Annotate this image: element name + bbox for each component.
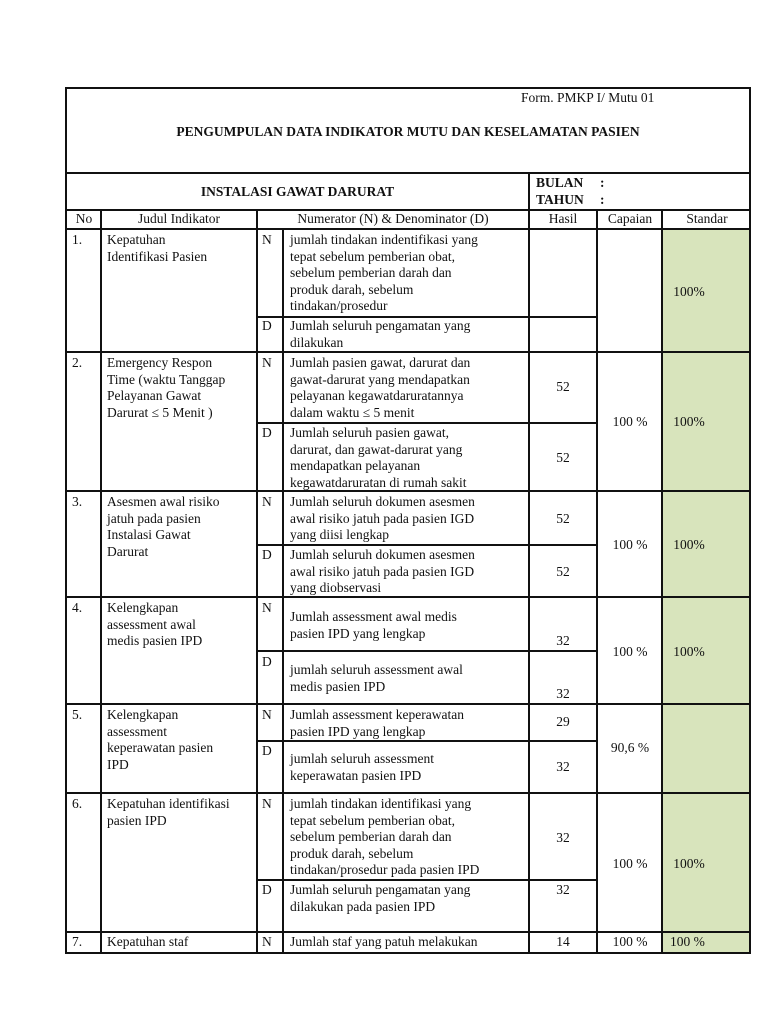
row-2-capaian: 100 % (612, 414, 648, 429)
row-3-d-text: Jumlah seluruh dokumen asesmen awal risiko jatuh pada pasien IGD yang diobservasi (290, 547, 475, 595)
row-3-n-label: N (262, 494, 272, 509)
row-7-capaian: 100 % (612, 934, 648, 949)
row-3-d-label: D (262, 547, 272, 562)
row-2-hasil-n: 52 (556, 379, 570, 394)
row-6-capaian: 100 % (612, 856, 648, 871)
row-4-d-label: D (262, 654, 272, 669)
row-6-n-label: N (262, 796, 272, 811)
row-6-standar: 100% (673, 856, 705, 871)
nd-rule-5 (256, 740, 598, 742)
row-6-d-text: Jumlah seluruh pengamatan yang dilakukan pada pasien IPD (290, 882, 471, 914)
unit-title: INSTALASI GAWAT DARURAT (200, 184, 395, 199)
col-line-nd (282, 228, 284, 954)
tahun-label: TAHUN (536, 192, 584, 207)
row-5-d-label: D (262, 743, 272, 758)
row-7-n-label: N (262, 934, 272, 949)
row-1-judul: Kepatuhan Identifikasi Pasien (107, 232, 208, 264)
row-5-n-text: Jumlah assessment keperawatan pasien IPD yang lengkap (290, 707, 464, 739)
row-2-judul: Emergency Respon Time (waktu Tanggap Pelayanan Gawat Darurat ≤ 5 Menit ) (107, 355, 226, 420)
row-3-no: 3. (72, 494, 83, 509)
row-3-capaian: 100 % (612, 537, 648, 552)
row-4-no: 4. (72, 600, 83, 615)
nd-rule-6 (256, 879, 598, 881)
row-2-d-text: Jumlah seluruh pasien gawat, darurat, dan gawat-darurat yang mendapatkan pelayanan kegawatdaruratan di rumah sakit (290, 425, 467, 490)
row-3-hasil-n: 52 (556, 511, 570, 526)
row-1-d-label: D (262, 318, 272, 333)
bulan-label: BULAN (536, 175, 584, 190)
row-4-hasil-n: 32 (556, 633, 570, 648)
standar-fill-5 (663, 705, 749, 793)
row-4-standar: 100% (673, 644, 705, 659)
row-7-standar: 100 % (670, 934, 705, 949)
tahun-colon: : (600, 192, 605, 207)
nd-rule-3 (256, 544, 598, 546)
row-2-d-label: D (262, 425, 272, 440)
col-header-numden: Numerator (N) & Denominator (D) (297, 211, 489, 226)
row-1-n-label: N (262, 232, 272, 247)
row-1-d-text: Jumlah seluruh pengamatan yang dilakukan (290, 318, 471, 350)
nd-rule-4 (256, 650, 598, 652)
row-6-judul: Kepatuhan identifikasi pasien IPD (107, 796, 230, 828)
row-5-hasil-n: 29 (556, 714, 570, 729)
form-code: Form. PMKP I/ Mutu 01 (521, 90, 655, 105)
unit-divider (528, 172, 530, 210)
row-2-hasil-d: 52 (556, 450, 570, 465)
col-header-standar: Standar (686, 211, 728, 226)
row-1-standar: 100% (673, 284, 705, 299)
row-1-n-text: jumlah tindakan indentifikasi yang tepat sebelum pemberian obat, sebelum pemberian darah dan produk darah, sebelum tindakan/prosedur (290, 232, 478, 313)
row-7-no: 7. (72, 934, 83, 949)
row-rule-5 (65, 792, 751, 794)
row-3-judul: Asesmen awal risiko jatuh pada pasien Instalasi Gawat Darurat (107, 494, 220, 559)
row-4-n-label: N (262, 600, 272, 615)
row-5-d-text: jumlah seluruh assessment keperawatan pasien IPD (290, 751, 434, 783)
col-header-capaian: Capaian (607, 211, 653, 226)
row-4-capaian: 100 % (612, 644, 648, 659)
row-4-d-text: jumlah seluruh assessment awal medis pasien IPD (290, 662, 463, 694)
col-line-no (100, 209, 102, 954)
col-header-hasil: Hasil (548, 211, 578, 226)
row-4-judul: Kelengkapan assessment awal medis pasien IPD (107, 600, 203, 648)
col-line-judul (256, 209, 258, 954)
row-3-hasil-d: 52 (556, 564, 570, 579)
row-5-hasil-d: 32 (556, 759, 570, 774)
row-4-hasil-d: 32 (556, 686, 570, 701)
row-3-n-text: Jumlah seluruh dokumen asesmen awal risiko jatuh pada pasien IGD yang diisi lengkap (290, 494, 475, 542)
row-7-hasil-n: 14 (556, 934, 570, 949)
row-4-n-text: Jumlah assessment awal medis pasien IPD yang lengkap (290, 609, 457, 641)
row-5-judul: Kelengkapan assessment keperawatan pasien IPD (107, 707, 214, 772)
row-6-hasil-n: 32 (556, 830, 570, 845)
row-7-n-text: Jumlah staf yang patuh melakukan (290, 934, 478, 949)
row-5-capaian: 90,6 % (610, 740, 650, 755)
row-7-judul: Kepatuhan staf (107, 934, 189, 949)
row-2-n-text: Jumlah pasien gawat, darurat dan gawat-darurat yang mendapatkan pelayanan kegawatdaruratannya dalam waktu ≤ 5 menit (290, 355, 471, 420)
col-header-judul: Judul Indikator (137, 211, 221, 226)
rule-header-bottom (65, 228, 751, 230)
row-rule-4 (65, 703, 751, 705)
col-line-capaian (661, 209, 663, 954)
row-6-n-text: jumlah tindakan identifikasi yang tepat sebelum pemberian obat, sebelum pemberian darah dan produk darah, sebelum tindakan/prosedur pada pasien IPD (290, 796, 480, 877)
col-line-hasil (596, 209, 598, 954)
row-5-no: 5. (72, 707, 83, 722)
row-rule-1 (65, 351, 751, 353)
row-6-hasil-d: 32 (556, 882, 570, 897)
row-6-no: 6. (72, 796, 83, 811)
page-title: PENGUMPULAN DATA INDIKATOR MUTU DAN KESELAMATAN PASIEN (176, 124, 640, 139)
row-rule-6 (65, 931, 751, 933)
nd-rule-2 (256, 422, 598, 424)
col-header-no: No (75, 211, 93, 226)
row-5-n-label: N (262, 707, 272, 722)
row-1-no: 1. (72, 232, 83, 247)
row-2-n-label: N (262, 355, 272, 370)
row-2-no: 2. (72, 355, 83, 370)
row-2-standar: 100% (673, 414, 705, 429)
row-6-d-label: D (262, 882, 272, 897)
row-3-standar: 100% (673, 537, 705, 552)
bulan-colon: : (600, 175, 605, 190)
